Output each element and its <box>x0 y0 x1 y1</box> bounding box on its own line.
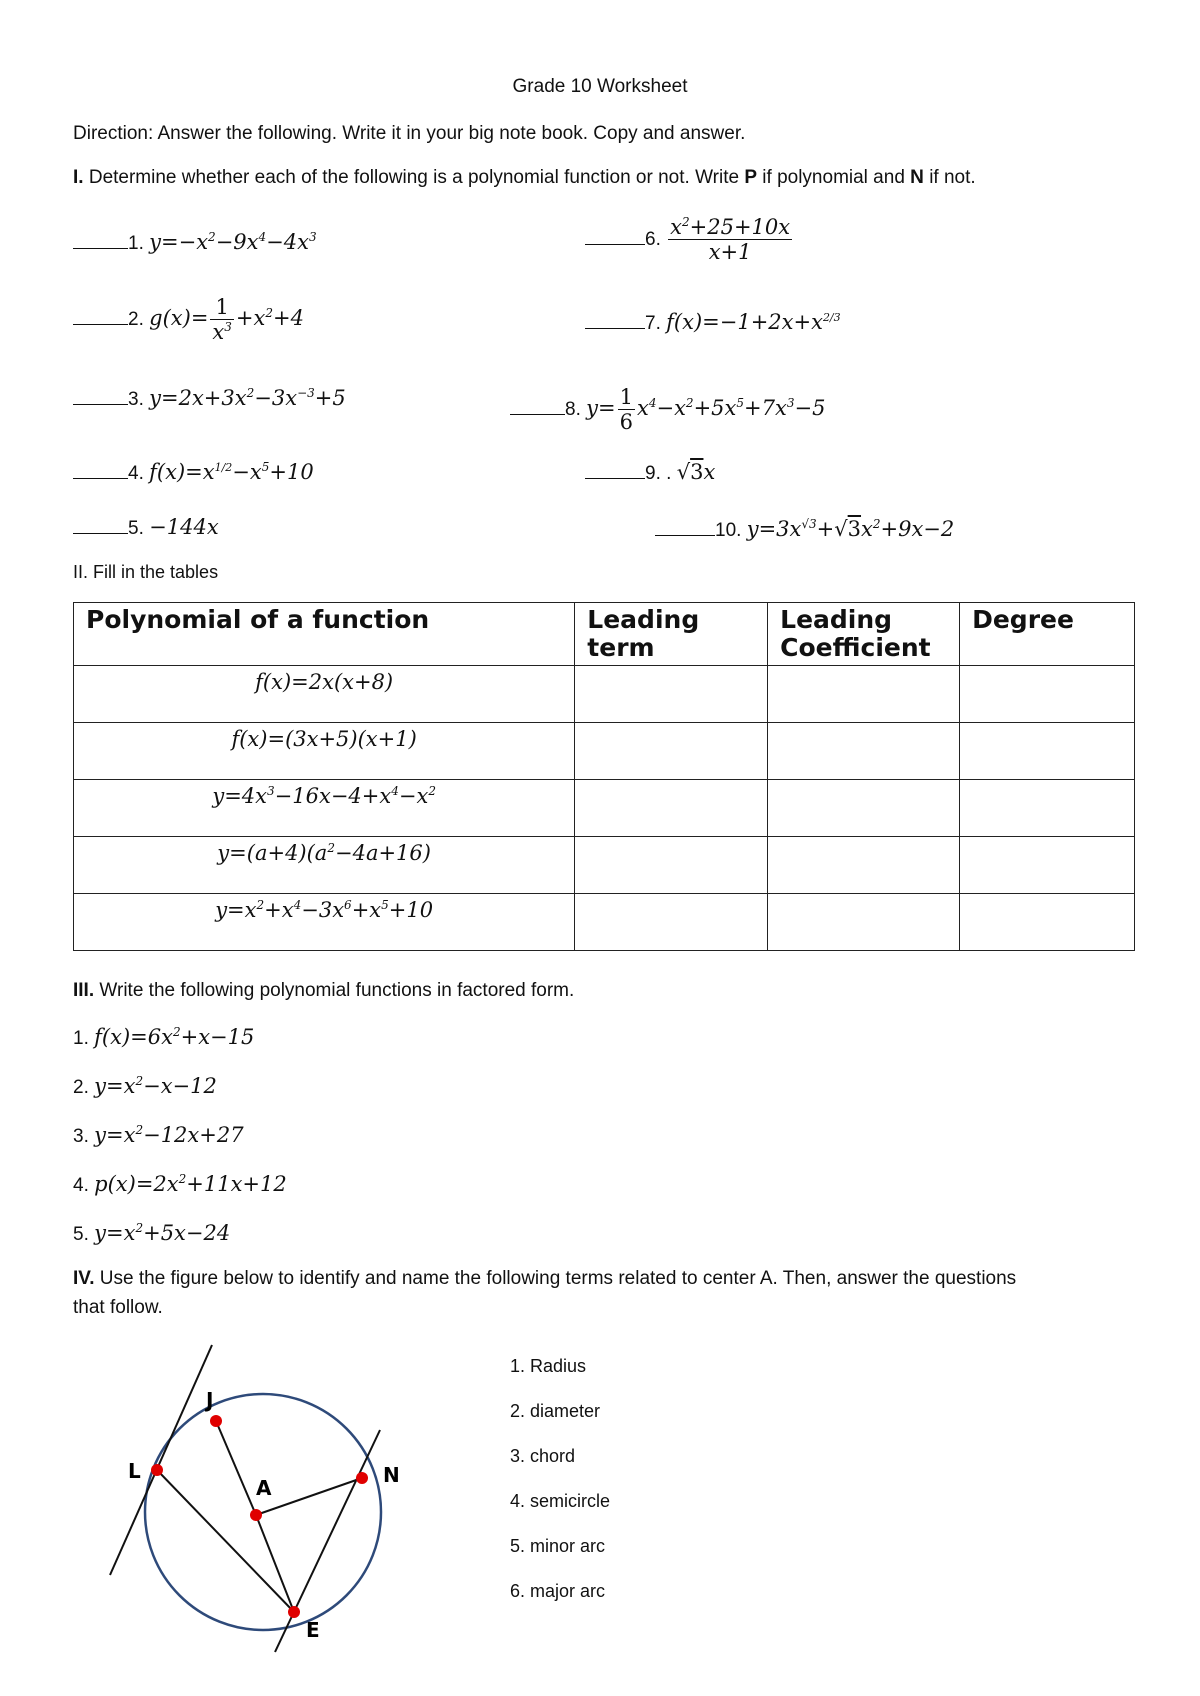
term-semicircle: 4. semicircle <box>510 1491 611 1511</box>
item-6-expression: $\frac{x^2+25+10x}{x+1}$ <box>670 215 791 264</box>
secant-line-ne <box>275 1430 380 1652</box>
row-1-function: f(x)=2x(x+8) <box>74 666 575 723</box>
part2-heading: II. Fill in the tables <box>73 562 219 582</box>
label-j: J <box>206 1388 214 1412</box>
col-header-polynomial: Polynomial of a function <box>74 603 575 666</box>
label-a: A <box>256 1476 272 1500</box>
part1-item-7: 7. $f(x)=-1+2x+x^{2/3}$ <box>585 310 841 335</box>
item-8-expression: y= $\frac{1}{6}$ $x^4-x^2+5x^5+7x^3-5$ <box>586 385 826 434</box>
part3-item-3: 3. $y=x^2-12x+27$ <box>73 1123 244 1147</box>
part4-instruction-cont: that follow. <box>73 1297 163 1318</box>
row-2-function: f(x)=(3x+5)(x+1) <box>74 723 575 780</box>
part1-item-5: 5. −144x <box>73 515 219 540</box>
row-3-function: $y=4x^3-16x-4+x^4-x^2$ <box>74 780 575 837</box>
part3-item-4: 4. $p(x)=2x^2+11x+12$ <box>73 1172 287 1196</box>
part1-instruction-b: if polynomial and <box>762 167 905 188</box>
part1-item-6: 6. $\frac{x^2+25+10x}{x+1}$ <box>585 215 794 264</box>
item-10-expression: $y=3x^{√3}+√3x^2+9x-2$ <box>746 517 955 541</box>
term-diameter: 2. diameter <box>510 1401 601 1421</box>
part1-item-9: 9. . √3x <box>585 460 715 485</box>
item-1-expression: $y=-x^2-9x^4-4x^3$ <box>149 230 317 254</box>
part3-roman: III. <box>73 980 95 1001</box>
point-j <box>210 1415 222 1427</box>
part1-item-1: 1. $y=-x^2-9x^4-4x^3$ <box>73 230 317 255</box>
term-chord: 3. chord <box>510 1446 576 1466</box>
part1-roman: I. <box>73 167 84 188</box>
part1-item-10: 10. $y=3x^{√3}+√3x^2+9x-2$ <box>655 517 954 542</box>
segment-an <box>256 1478 362 1515</box>
part4-roman: IV. <box>73 1268 95 1289</box>
item-3-expression: $y=2x+3x^2-3x^{-3}+5$ <box>149 386 346 410</box>
chord-le <box>157 1470 294 1612</box>
label-n: N <box>383 1463 400 1487</box>
label-l: L <box>128 1459 141 1483</box>
page-title: Grade 10 Worksheet <box>512 76 688 97</box>
point-a <box>250 1509 262 1521</box>
item-4-expression: $f(x)=x^{1/2}-x^5+10$ <box>149 460 314 484</box>
part1-item-8: 8. y= $\frac{1}{6}$ $x^4-x^2+5x^5+7x^3-5$ <box>510 385 825 434</box>
part3-item-5: 5. $y=x^2+5x-24$ <box>73 1221 231 1245</box>
term-radius: 1. Radius <box>510 1356 587 1376</box>
col-header-leading-coefficient: Leading Coefficient <box>768 603 960 666</box>
part3-item-1: 1. $f(x)=6x^2+x-15$ <box>73 1025 255 1049</box>
part4-instruction: IV. Use the figure below to identify and name the following terms related to center A. Then, answer the questions <box>73 1268 1017 1289</box>
item-9-expression: √3x <box>676 460 716 484</box>
item-7-expression: $f(x)=-1+2x+x^{2/3}$ <box>666 310 841 334</box>
point-n <box>356 1472 368 1484</box>
term-major-arc: 6. major arc <box>510 1581 606 1601</box>
point-e <box>288 1606 300 1618</box>
row-5-function: $y=x^2+x^4-3x^6+x^5+10$ <box>74 894 575 951</box>
item-5-expression: −144x <box>149 515 219 539</box>
n-letter: N <box>910 167 924 188</box>
part1-item-2: 2. g(x)= $\frac{1}{x^3}$ $+x^2+4$ <box>73 295 304 344</box>
item-2-expression: g(x)= $\frac{1}{x^3}$ $+x^2+4$ <box>149 295 304 344</box>
label-e: E <box>306 1618 320 1642</box>
col-header-leading-term: Leading term <box>575 603 768 666</box>
part1-instruction-a: Determine whether each of the following is a polynomial function or not. Write <box>88 167 740 188</box>
part3-instruction: III. Write the following polynomial functions in factored form. <box>73 980 575 1001</box>
row-4-function: $y=(a+4)(a^2-4a+16)$ <box>74 837 575 894</box>
col-header-degree: Degree <box>960 603 1135 666</box>
term-minor-arc: 5. minor arc <box>510 1536 606 1556</box>
direction-text: Direction: Answer the following. Write it in your big note book. Copy and answer. <box>73 123 746 144</box>
segment-ja <box>216 1421 256 1515</box>
part1-item-4: 4. $f(x)=x^{1/2}-x^5+10$ <box>73 460 314 485</box>
part1-instruction-c: if not. <box>929 167 976 188</box>
part3-item-2: 2. $y=x^2-x-12$ <box>73 1074 217 1098</box>
point-l <box>151 1464 163 1476</box>
tangent-line-l <box>110 1345 212 1575</box>
part1-item-3: 3. $y=2x+3x^2-3x^{-3}+5$ <box>73 386 346 411</box>
segment-ae <box>256 1515 294 1612</box>
p-letter: P <box>744 167 758 188</box>
